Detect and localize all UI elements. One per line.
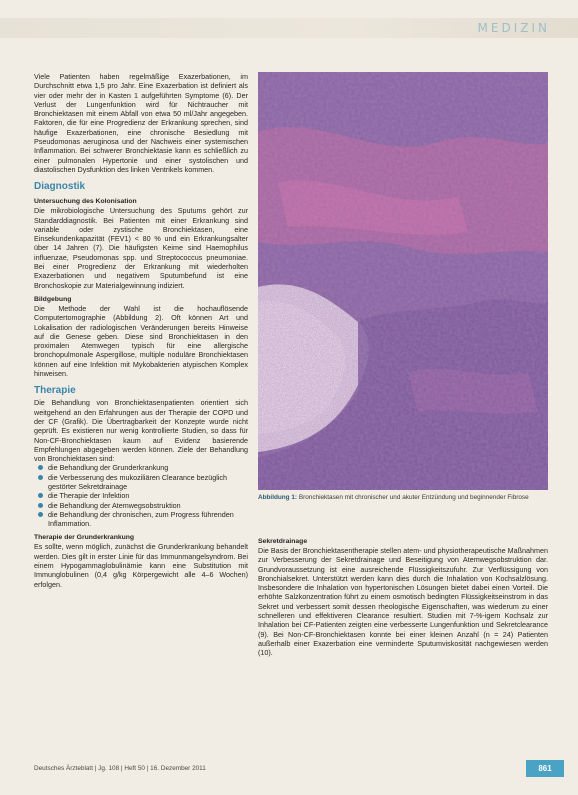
page-number: 861 xyxy=(526,760,564,777)
left-column xyxy=(34,72,248,589)
list-item: die Behandlung der Grunderkrankung xyxy=(48,463,248,472)
list-item: die Behandlung der Atemwegsobstruktion xyxy=(48,501,248,510)
therapie-paragraph: Die Behandlung von Bronchiektasenpatienten orientiert sich weitgehend an den Erfahrungen aus der Therapie der COPD und der CF (Grafik). Die Übertragbarkeit der Konzepte wurde nicht geprüft. Es existieren nur wenig kontrollierte Studien, so dass für Non-CF-Bronchiektasen kaum auf Evidenz basierende Empfehlungen abgegeben werden können. Ziele der Behandlung von Bronchiektasen sind: xyxy=(34,398,248,464)
histology-figure xyxy=(258,72,548,490)
heading-diagnostik: Diagnostik xyxy=(34,181,86,193)
diagnostik-paragraph-1: Die mikrobiologische Untersuchung des Sputums gehört zur Standarddiagnostik. Bei Patienten mit einer Erkrankung sind variable oder zystische Bronchiektasen, eine Einsekundenkapazität (FEV1) < 80 % und ein Erkrankungsalter über 14 Jahren (7). Die häufigsten Keime sind Haemophilus influenzae, Pseudomonas spp. und Streptococcus pneumoniae. Bei einer Progredienz der Erkrankung mit wiederholten Exazerbationen und negativem Sputumbefund ist eine Bronchoskopie zur Materialgewinnung indiziert. xyxy=(34,206,248,290)
list-item: die Verbesserung des mukoziliären Clearance bezüglich gestörter Sekretdrainage xyxy=(48,473,248,492)
section-label: MEDIZIN xyxy=(477,21,550,35)
figure-caption xyxy=(258,494,558,502)
subheading-grunderkrankung: Therapie der Grunderkrankung xyxy=(34,534,135,542)
sekretdrainage-paragraph: Die Basis der Bronchiektasentherapie stellen atem- und physiotherapeutische Maßnahmen zur Verbesserung der Sekretdrainage und Beseitigung von Atemwegsobstruktion dar. Grundvoraussetzung ist eine ausreichende Flüssigkeitszufuhr. Zur Verflüssigung von Bronchialsekret. Unterstützt werden kann dies durch die Inhalation von Kochsalzlösung. Insbesondere die Inhalation von hypertonischen Lösungen bietet dabei einen Vorteil. Die erhöhte Salzkonzentration führt zu einem osmotisch bedingten Flüssigkeitseinstrom in das Sekret und verbessert somit dessen rheologische Eigenschaften, was wiederum zu einer schnelleren und effektiveren Clearance resultiert. Studien mit 7-%-igem Kochsalz zur Inhalation bei CF-Patienten zeigten eine verbesserte Lungenfunktion und Sekretclearance (9). Bei Non-CF-Bronchiektasen konnte bei einer kleinen Anzahl (n = 24) Patienten außerhalb einer Exazerbation eine verminderte Sputumviskosität nachgewiesen werden (10). xyxy=(258,546,548,658)
subheading-sekretdrainage: Sekretdrainage xyxy=(258,538,308,545)
histology-image xyxy=(258,72,548,490)
therapie-paragraph-2: Es sollte, wenn möglich, zunächst die Grunderkrankung behandelt werden. Dies gilt in erster Linie für das Immunmangelsyndrom. Bei einem Hypogammaglobulinämie kann eine Substitution mit Immunglobulinen (0,4 g/kg Körpergewicht alle 4–6 Wochen) erfolgen. xyxy=(34,542,248,589)
caption-label: Abbildung 1: xyxy=(258,494,298,501)
subheading-bildgebung: Bildgebung xyxy=(34,295,72,303)
list-item: die Behandlung der chronischen, zum Progress führenden Inflammation. xyxy=(48,510,248,529)
right-column xyxy=(258,532,548,658)
heading-therapie: Therapie xyxy=(34,385,76,397)
therapie-goals-list xyxy=(34,463,248,528)
caption-text: Bronchiektasen mit chronischer und akuter Entzündung und beginnender Fibrose xyxy=(298,494,529,501)
journal-footer: Deutsches Ärzteblatt | Jg. 108 | Heft 50 | 16. Dezember 2011 xyxy=(34,765,206,772)
intro-paragraph: Viele Patienten haben regelmäßige Exazerbationen, im Durchschnitt etwa 1,5 pro Jahr. Eine Exazerbation ist definiert als vier oder mehr der in Kasten 1 aufgeführten Symptome (6). Der Verlust der Lungenfunktion wird für Nichtraucher mit Bronchiektasen mit einem Abfall von etwa 50 ml/Jahr angegeben. Faktoren, die für eine Progredienz der Erkrankung sprechen, sind häufige Exazerbationen, eine chronische Besiedlung mit Pseudomonas aeruginosa und der Nachweis einer systemischen Inflammation. Bei schwerer Bronchiektasie kann es schließlich zu einer pulmonalen Hypertonie und einer systolischen und diastolischen Dysfunktion des linken Ventrikels kommen. xyxy=(34,72,248,174)
diagnostik-paragraph-2: Die Methode der Wahl ist die hochauflösende Computertomographie (Abbildung 2). Oft können Art und Lokalisation der radiologischen Veränderungen bereits Hinweise auf die Genese geben. Diese sind Bronchiektasen in den proximalen Atemwegen typisch für eine allergische bronchopulmonale Aspergillose, multiple noduläre Bronchiektasen können auf eine Infektion mit Mykobakterien atypischen Komplex hinweisen. xyxy=(34,303,248,379)
subheading-kolonisation: Untersuchung des Kolonisation xyxy=(34,198,137,206)
top-bar xyxy=(0,18,578,38)
list-item: die Therapie der Infektion xyxy=(48,491,248,500)
